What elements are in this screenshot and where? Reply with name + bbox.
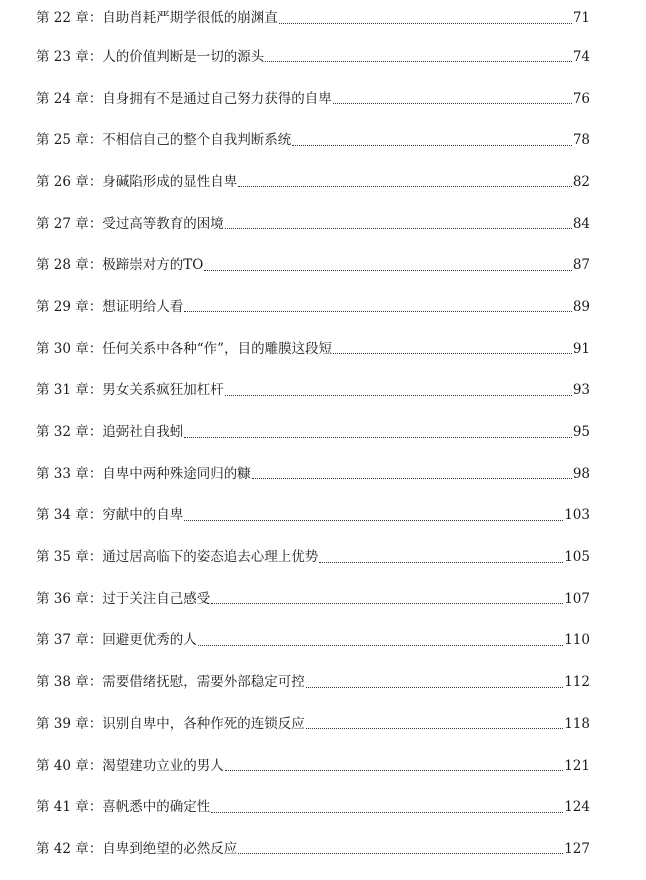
chapter-label: 第 34 章： xyxy=(36,507,103,524)
page-number: 127 xyxy=(564,840,590,857)
chapter-title: 喜帆悉中的确定性 xyxy=(102,799,211,816)
toc-entry-37[interactable] xyxy=(36,620,590,662)
toc-entry-26[interactable] xyxy=(36,161,590,203)
page-number: 93 xyxy=(572,382,590,399)
dot-leader xyxy=(198,645,563,646)
dot-leader xyxy=(333,353,572,354)
table-of-contents xyxy=(36,0,590,870)
chapter-title: 渴望建功立业的男人 xyxy=(102,757,224,774)
toc-entry-30[interactable] xyxy=(36,328,590,370)
chapter-label: 第 25 章： xyxy=(36,132,103,149)
chapter-label: 第 28 章： xyxy=(36,257,103,274)
toc-entry-32[interactable] xyxy=(36,411,590,453)
page-number: 82 xyxy=(572,173,590,190)
page-number: 71 xyxy=(572,10,590,26)
chapter-label: 第 32 章： xyxy=(36,424,103,441)
chapter-label: 第 24 章： xyxy=(36,90,103,107)
dot-leader xyxy=(184,311,572,312)
dot-leader xyxy=(225,228,572,229)
toc-entry-39[interactable] xyxy=(36,703,590,745)
page-number: 110 xyxy=(564,632,590,649)
toc-entry-24[interactable] xyxy=(36,78,590,120)
toc-entry-28[interactable] xyxy=(36,244,590,286)
toc-entry-40[interactable] xyxy=(36,745,590,787)
chapter-label: 第 29 章： xyxy=(36,298,103,315)
page-number: 87 xyxy=(572,257,590,274)
page-number: 105 xyxy=(564,549,590,566)
page-number: 76 xyxy=(572,90,590,107)
chapter-title: 不相信自己的整个自我判断系统 xyxy=(102,132,292,149)
dot-leader xyxy=(211,603,563,604)
dot-leader xyxy=(292,145,572,146)
dot-leader xyxy=(238,186,572,187)
toc-entry-35[interactable] xyxy=(36,536,590,578)
chapter-label: 第 42 章： xyxy=(36,840,103,857)
chapter-title: 自助肖耗严期学很低的崩渊直 xyxy=(102,10,278,26)
chapter-label: 第 31 章： xyxy=(36,382,103,399)
chapter-label: 第 30 章： xyxy=(36,340,103,357)
chapter-title: 自身拥有不是通过自己努力获得的自卑 xyxy=(102,90,332,107)
chapter-label: 第 35 章： xyxy=(36,549,103,566)
dot-leader xyxy=(225,770,563,771)
dot-leader xyxy=(225,395,572,396)
chapter-label: 第 26 章： xyxy=(36,173,103,190)
chapter-title: 穷献中的自卑 xyxy=(102,507,184,524)
chapter-label: 第 33 章： xyxy=(36,465,103,482)
toc-entry-23[interactable] xyxy=(36,36,590,78)
toc-entry-33[interactable] xyxy=(36,453,590,495)
chapter-label: 第 41 章： xyxy=(36,799,103,816)
page-number: 84 xyxy=(572,215,590,232)
toc-entry-34[interactable] xyxy=(36,495,590,537)
page-number: 78 xyxy=(572,132,590,149)
toc-entry-27[interactable] xyxy=(36,203,590,245)
dot-leader xyxy=(204,270,571,271)
chapter-label: 第 27 章： xyxy=(36,215,103,232)
chapter-title: 需要借绪抚慰，需要外部稳定可控 xyxy=(102,674,305,691)
chapter-title: 追弼社自我蚓 xyxy=(102,424,184,441)
toc-entry-29[interactable] xyxy=(36,286,590,328)
chapter-title: 想证明给人看 xyxy=(102,298,184,315)
page-number: 98 xyxy=(572,465,590,482)
chapter-label: 第 22 章： xyxy=(36,10,103,26)
chapter-title: 通过居高临下的姿态追去心理上优势 xyxy=(102,549,319,566)
chapter-title: 男女关系疯狂加杠杆 xyxy=(102,382,224,399)
page-number: 124 xyxy=(564,799,590,816)
page-number: 112 xyxy=(564,674,590,691)
chapter-title: 身碱陷形成的显性自卑 xyxy=(102,173,238,190)
toc-entry-41[interactable] xyxy=(36,786,590,828)
chapter-title: 回避更优秀的人 xyxy=(102,632,197,649)
page-number: 118 xyxy=(564,715,590,732)
page-number: 95 xyxy=(572,424,590,441)
dot-leader xyxy=(279,23,572,24)
chapter-title: 过于关注自己感受 xyxy=(102,590,211,607)
page-number: 89 xyxy=(572,298,590,315)
toc-entry-25[interactable] xyxy=(36,119,590,161)
chapter-title: 自卑到绝望的必然反应 xyxy=(102,840,238,857)
chapter-label: 第 39 章： xyxy=(36,715,103,732)
chapter-label: 第 36 章： xyxy=(36,590,103,607)
chapter-title: 自卑中两种殊途同归的糠 xyxy=(102,465,251,482)
page-number: 91 xyxy=(572,340,590,357)
page-number: 107 xyxy=(564,590,590,607)
chapter-title: 受过高等教育的困境 xyxy=(102,215,224,232)
toc-entry-31[interactable] xyxy=(36,370,590,412)
dot-leader xyxy=(211,812,563,813)
toc-entry-22[interactable] xyxy=(36,0,590,36)
dot-leader xyxy=(265,61,572,62)
toc-entry-42[interactable] xyxy=(36,828,590,870)
chapter-title: 极蹄崇对方的TO xyxy=(102,257,204,274)
dot-leader xyxy=(184,520,563,521)
dot-leader xyxy=(252,478,572,479)
dot-leader xyxy=(306,728,563,729)
chapter-label: 第 38 章： xyxy=(36,674,103,691)
page-number: 121 xyxy=(564,757,590,774)
chapter-label: 第 40 章： xyxy=(36,757,103,774)
dot-leader xyxy=(184,437,572,438)
dot-leader xyxy=(333,103,572,104)
dot-leader xyxy=(319,562,563,563)
page-number: 103 xyxy=(564,507,590,524)
toc-entry-38[interactable] xyxy=(36,661,590,703)
toc-entry-36[interactable] xyxy=(36,578,590,620)
chapter-label: 第 23 章： xyxy=(36,48,103,65)
dot-leader xyxy=(238,853,563,854)
dot-leader xyxy=(306,687,563,688)
chapter-title: 识别自卑中，各种作死的连锁反应 xyxy=(102,715,305,732)
chapter-title: 任何关系中各种“作”，目的雕膜这段短 xyxy=(102,340,333,357)
page-number: 74 xyxy=(572,48,590,65)
chapter-title: 人的价值判断是一切的源头 xyxy=(102,48,265,65)
chapter-label: 第 37 章： xyxy=(36,632,103,649)
